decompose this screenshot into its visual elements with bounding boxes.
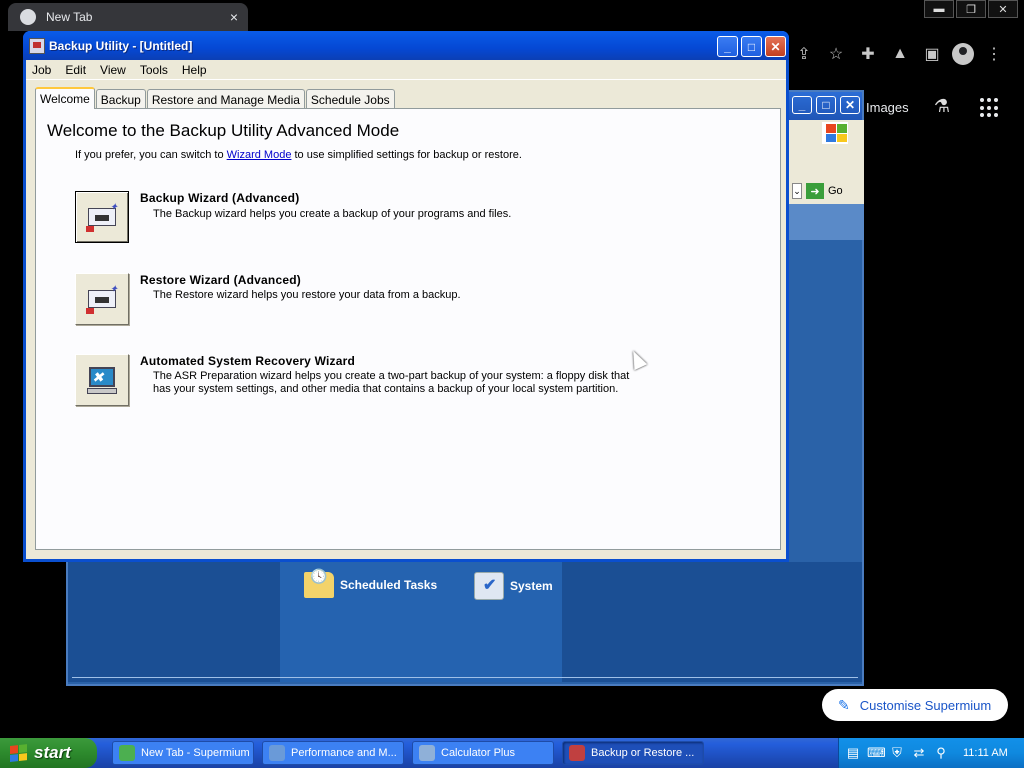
tab-schedule-jobs[interactable]: Schedule Jobs: [306, 89, 395, 109]
performance-icon: [269, 745, 285, 761]
browser-close-button[interactable]: ✕: [988, 0, 1018, 18]
close-button[interactable]: ✕: [765, 36, 786, 57]
calculator-icon: [419, 745, 435, 761]
backup-utility-titlebar[interactable]: [23, 31, 789, 60]
go-label: Go: [828, 185, 843, 197]
task-label: Backup or Restore ...: [591, 747, 695, 759]
welcome-heading: Welcome to the Backup Utility Advanced Mode: [47, 121, 400, 140]
restore-tape-icon: ✦: [86, 284, 118, 314]
browser-minimize-button[interactable]: ▬: [924, 0, 954, 18]
restore-wizard-button[interactable]: [75, 273, 129, 325]
tab-backup[interactable]: Backup: [96, 89, 146, 109]
customise-label: Customise Supermium: [859, 697, 992, 713]
start-button[interactable]: [0, 738, 97, 768]
labs-flask-icon[interactable]: ▲: [892, 45, 908, 62]
asr-wizard-button[interactable]: [75, 354, 129, 406]
browser-window-controls: [924, 0, 1018, 18]
bookmark-star-icon[interactable]: ☆: [828, 46, 844, 63]
menu-tools[interactable]: Tools: [139, 62, 168, 77]
welcome-panel: [35, 108, 781, 550]
tab-favicon-icon: [20, 9, 36, 25]
clock[interactable]: 11:11 AM: [963, 747, 1008, 759]
task-new-tab-supermium[interactable]: [112, 741, 254, 765]
menu-job[interactable]: Job: [32, 62, 52, 77]
browser-toolbar: [792, 42, 1006, 66]
system-tray: [838, 738, 1024, 768]
menu-help[interactable]: Help: [181, 62, 207, 77]
backup-utility-window: [23, 31, 789, 562]
scheduled-tasks-item[interactable]: [304, 572, 437, 598]
system-label: System: [510, 579, 553, 593]
task-performance[interactable]: [262, 741, 404, 765]
address-dropdown-icon[interactable]: ⌄: [792, 183, 802, 199]
system-icon: [474, 572, 504, 600]
intro-text-before: If you prefer, you can switch to: [75, 149, 227, 161]
welcome-intro: [75, 149, 522, 161]
task-backup-restore[interactable]: [562, 741, 704, 765]
scheduled-tasks-label: Scheduled Tasks: [340, 578, 438, 592]
tab-restore-manage-media[interactable]: Restore and Manage Media: [147, 89, 305, 109]
menu-view[interactable]: View: [100, 62, 126, 77]
go-button[interactable]: [792, 182, 843, 200]
asr-computer-icon: ✖: [86, 365, 118, 395]
tab-strip: [35, 87, 396, 109]
wizard-mode-link[interactable]: Wizard Mode: [226, 149, 292, 161]
start-label: start: [34, 743, 71, 762]
system-item[interactable]: [474, 572, 553, 600]
restore-wizard-description: The Restore wizard helps you restore your data from a backup.: [153, 289, 461, 301]
maximize-button[interactable]: □: [741, 36, 762, 57]
backup-task-icon: [569, 745, 585, 761]
cp-minimize-button[interactable]: _: [792, 96, 812, 114]
tab-title: New Tab: [46, 10, 93, 24]
cp-selected-row: [788, 204, 864, 240]
profile-avatar-icon[interactable]: [952, 43, 974, 65]
task-label: New Tab - Supermium: [141, 747, 250, 759]
taskbar: [0, 738, 1024, 768]
intro-text-after: to use simplified settings for backup or restore.: [291, 149, 522, 161]
google-apps-icon[interactable]: [980, 98, 1000, 118]
backup-wizard-button[interactable]: [75, 191, 129, 243]
tab-close-icon[interactable]: ×: [229, 9, 239, 25]
side-panel-icon[interactable]: ▣: [924, 46, 940, 63]
cp-divider: [72, 677, 858, 678]
backup-wizard-description: The Backup wizard helps you create a backup of your programs and files.: [153, 208, 512, 220]
asr-wizard-description: The ASR Preparation wizard helps you create a two-part backup of your system: a floppy disk that has your system settings, and other media that contains a backup of your local system partition.: [153, 370, 630, 395]
security-shield-icon[interactable]: ⛨: [892, 745, 902, 760]
network-tray-icon[interactable]: ⇄: [913, 745, 925, 760]
images-link[interactable]: Images: [866, 100, 909, 115]
keyboard-tray-icon[interactable]: ⌨: [867, 745, 886, 760]
windows-flag-icon: [10, 744, 28, 762]
cp-close-button[interactable]: ✕: [840, 96, 860, 114]
backup-wizard-title: Backup Wizard (Advanced): [140, 191, 300, 205]
tab-welcome[interactable]: Welcome: [35, 87, 95, 109]
windows-logo-icon: [822, 122, 848, 144]
asr-wizard-title: Automated System Recovery Wizard: [140, 354, 356, 368]
share-icon[interactable]: ⇪: [797, 46, 811, 63]
window-title: Backup Utility - [Untitled]: [49, 38, 193, 53]
pencil-icon: ✎: [838, 696, 850, 713]
browser-restore-button[interactable]: ❐: [956, 0, 986, 18]
backup-tray-icon[interactable]: ▤: [846, 745, 860, 760]
backup-tape-icon: ✦: [86, 202, 118, 232]
cp-content-area: [68, 562, 862, 682]
task-label: Calculator Plus: [441, 747, 515, 759]
browser-tab[interactable]: [8, 3, 248, 31]
supermium-icon: [119, 745, 135, 761]
task-label: Performance and M...: [291, 747, 397, 759]
go-arrow-icon: ➜: [806, 183, 824, 199]
customise-supermium-button[interactable]: [822, 689, 1008, 721]
browser-menu-kebab-icon[interactable]: ⋮: [986, 46, 1002, 63]
search-labs-icon[interactable]: ⚗: [933, 96, 951, 116]
backup-app-icon: [29, 38, 45, 54]
cp-maximize-button[interactable]: □: [816, 96, 836, 114]
extensions-puzzle-icon[interactable]: ✚: [861, 46, 875, 63]
cp-address-area: [788, 120, 864, 212]
restore-wizard-title: Restore Wizard (Advanced): [140, 273, 301, 287]
menu-edit[interactable]: Edit: [65, 62, 87, 77]
minimize-button[interactable]: _: [717, 36, 738, 57]
task-calculator-plus[interactable]: [412, 741, 554, 765]
menu-bar: [26, 60, 786, 80]
scheduled-tasks-folder-icon: [304, 572, 334, 598]
search-tray-icon[interactable]: ⚲: [936, 745, 946, 760]
